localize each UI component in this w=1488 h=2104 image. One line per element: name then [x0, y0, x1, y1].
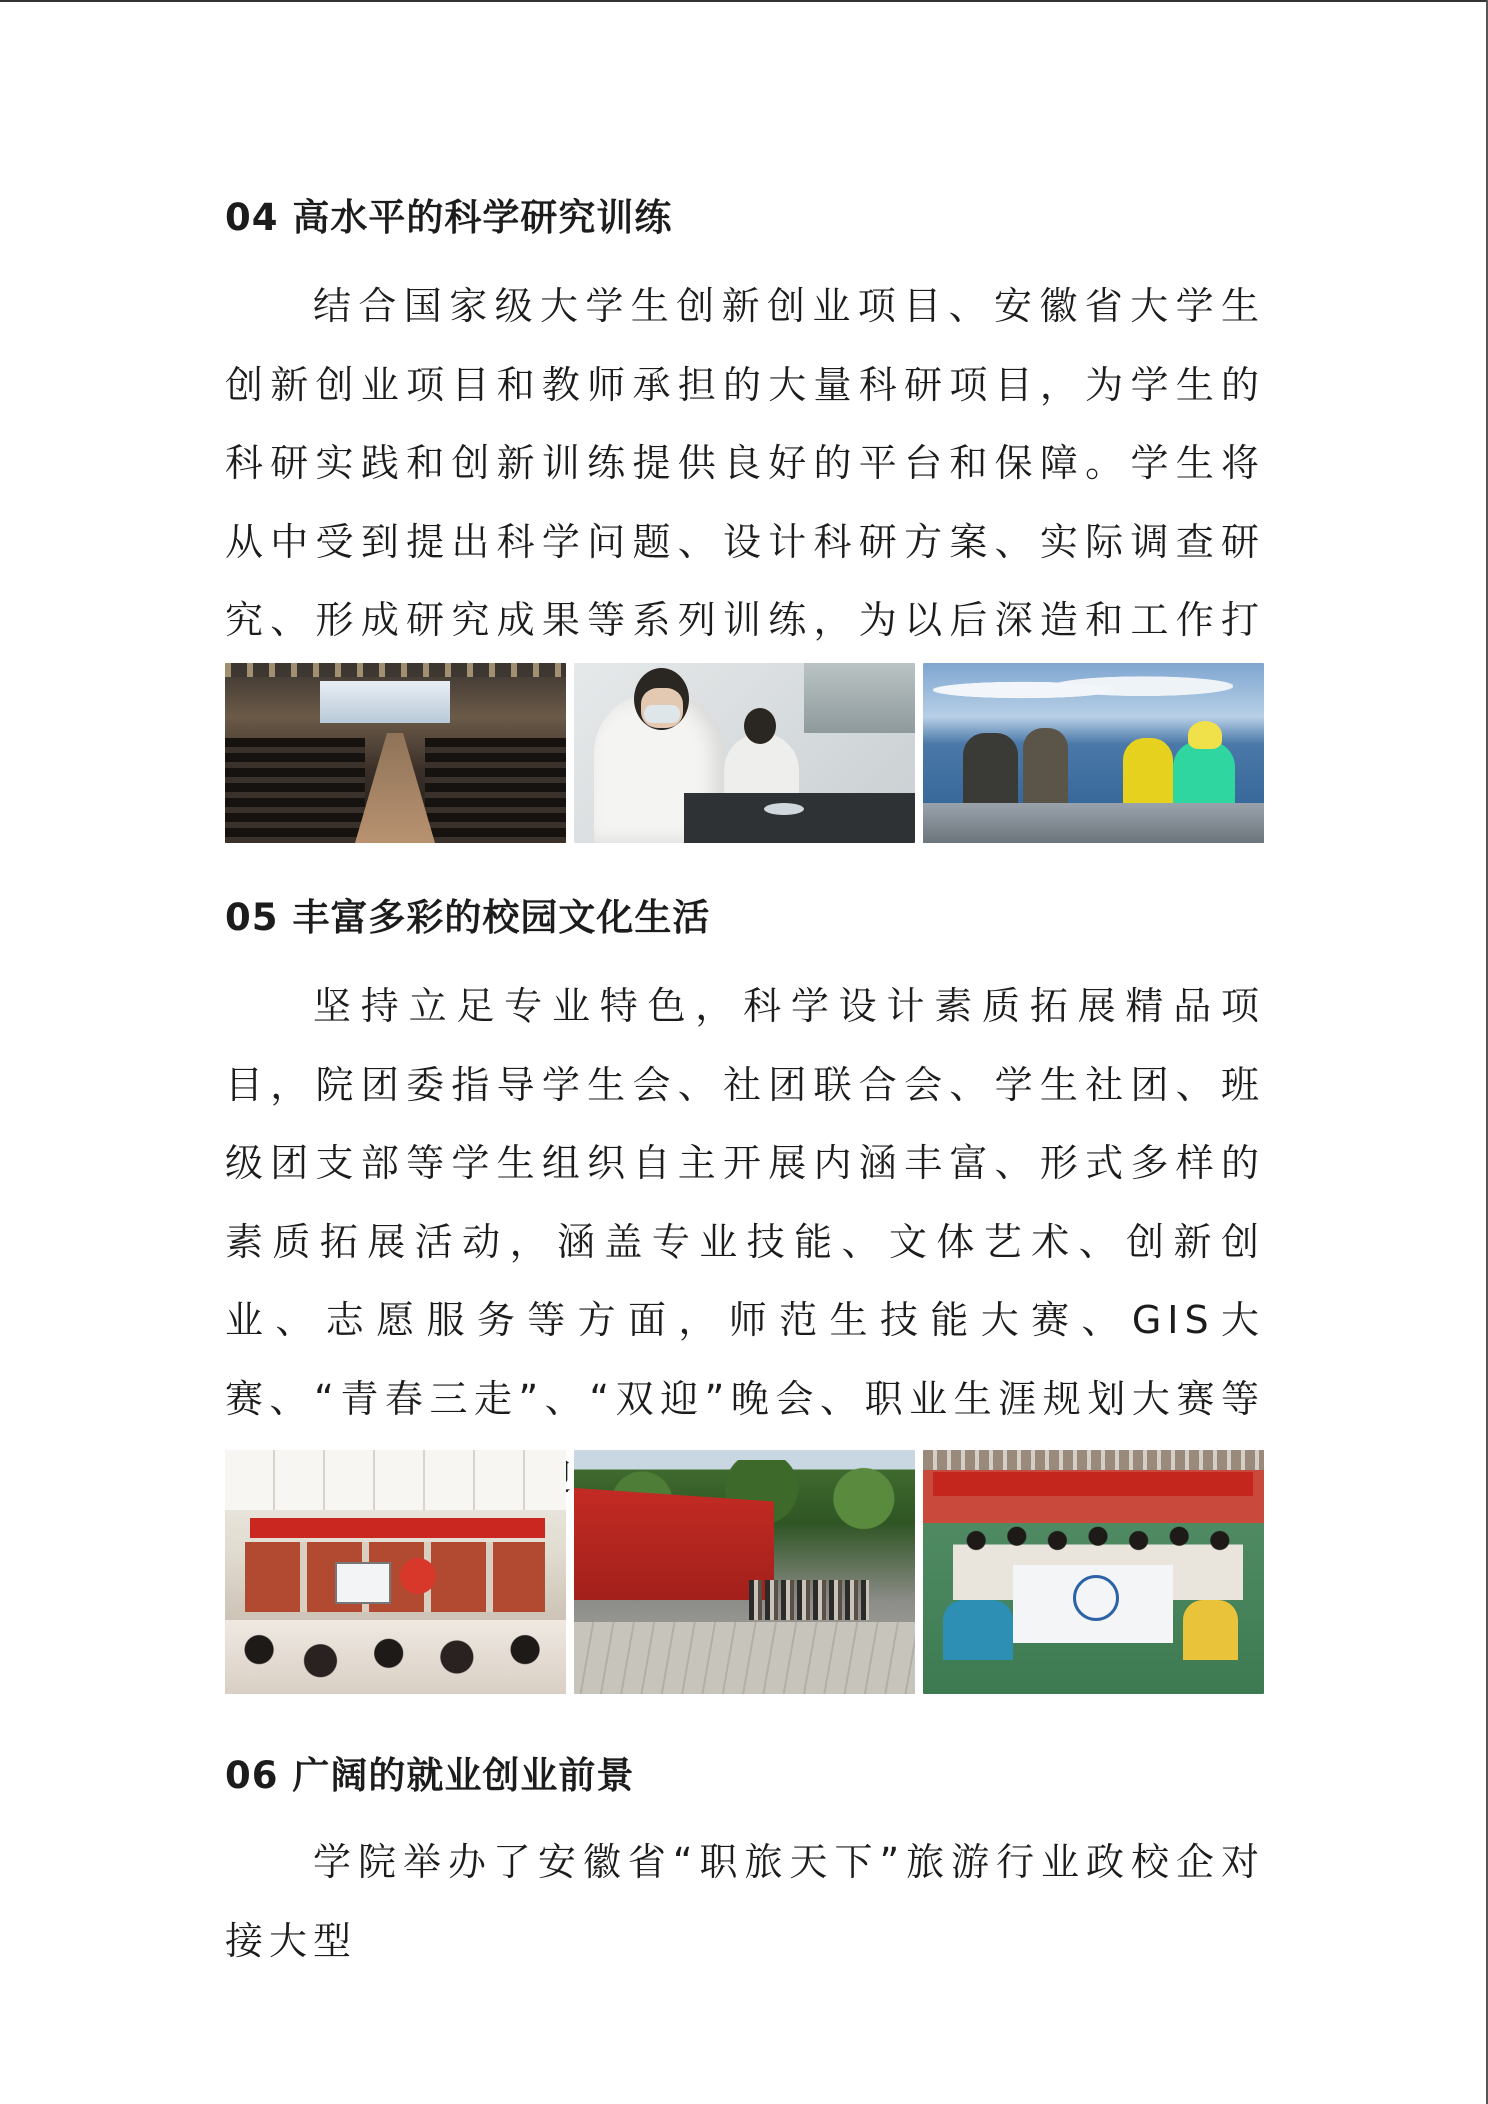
- photo-row-research: [225, 663, 1264, 843]
- page-top-border: [0, 0, 1488, 2]
- meeting-room-event-photo: [225, 1450, 566, 1694]
- section-title-campus-culture: 05 丰富多彩的校园文化生活: [225, 896, 711, 939]
- laboratory-photo: [574, 663, 915, 843]
- field-research-lake-photo: [923, 663, 1264, 843]
- section-title-employment: 06 广阔的就业创业前景: [225, 1754, 635, 1797]
- section-title-research: 04 高水平的科学研究训练: [225, 196, 673, 239]
- photo-row-campus-culture: [225, 1450, 1264, 1694]
- section-paragraph-employment: 学院举办了安徽省“职旅天下”旅游行业政校企对接大型: [225, 1840, 1265, 1963]
- conference-hall-photo: [225, 663, 566, 843]
- section-paragraph-campus-culture: 坚持立足专业特色，科学设计素质拓展精品项目，院团委指导学生会、社团联合会、学生社团、班级团支部等学生组织自主开展内涵丰富、形式多样的素质拓展活动，涵盖专业技能、文体艺术、创新创业、志愿服务等方面，师范生技能大赛、GIS大赛、“青春三走”、“双迎”晚会、职业生涯规划大赛等: [225, 984, 1265, 1421]
- outdoor-red-wall-photo: [574, 1450, 915, 1694]
- sports-group-photo: [923, 1450, 1264, 1694]
- section-paragraph-research: 结合国家级大学生创新创业项目、安徽省大学生创新创业项目和教师承担的大量科研项目，为学生的科研实践和创新训练提供良好的平台和保障。学生将从中受到提出科学问题、设计科研方案、实际调查研究、形成研究成果等系列训练，为以后深造和工作打: [225, 284, 1265, 642]
